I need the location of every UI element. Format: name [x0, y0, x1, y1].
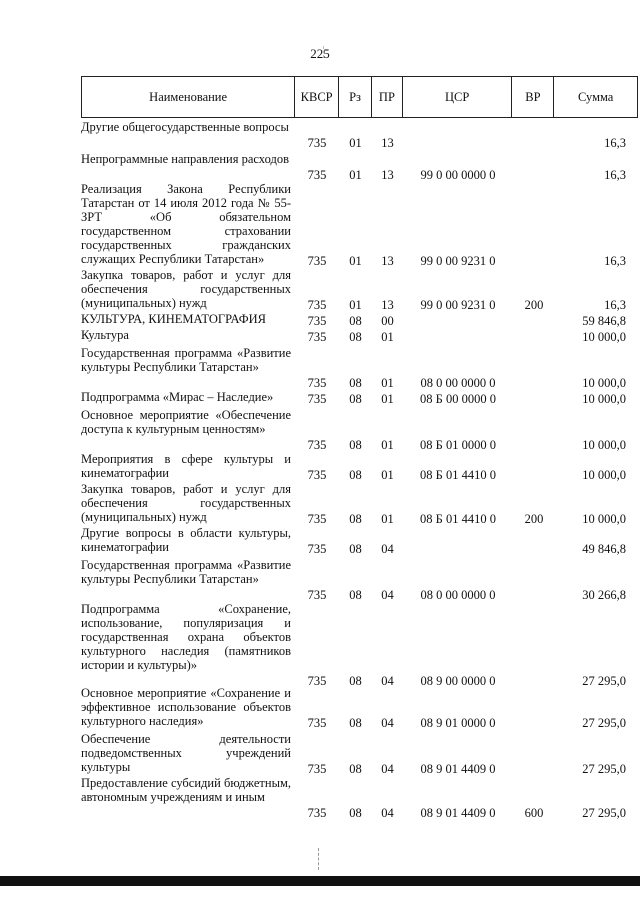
row-kvsr: 735 — [307, 542, 327, 556]
row-name: Закупка товаров, работ и услуг для обеспечения государственных (муниципальных) нужд — [81, 482, 291, 524]
row-name: Государственная программа «Развитие культуры Республики Татарстан» — [81, 558, 291, 586]
row-kvsr: 735 — [307, 392, 327, 406]
row-sum: 27 295,0 — [582, 762, 626, 776]
row-pr: 04 — [381, 674, 394, 688]
row-pr: 04 — [381, 716, 394, 730]
table-row — [81, 732, 638, 776]
row-name: КУЛЬТУРА, КИНЕМАТОГРАФИЯ — [81, 312, 266, 326]
row-kvsr: 735 — [307, 254, 327, 268]
row-name: Другие общегосударственные вопросы — [81, 120, 289, 134]
row-csr: 08 9 01 4409 0 — [420, 762, 496, 776]
row-sum: 49 846,8 — [582, 542, 626, 556]
row-rz: 01 — [349, 136, 362, 150]
page-number: 225 — [310, 46, 330, 61]
row-pr: 00 — [381, 314, 394, 328]
row-name: Основное мероприятие «Обеспечение доступа к культурным ценностям» — [81, 408, 291, 436]
scan-artifact — [318, 848, 320, 870]
row-vr — [513, 526, 555, 556]
col-header-sum: Сумма — [577, 89, 614, 104]
table-row — [81, 408, 638, 452]
row-name: Другие вопросы в области культуры, кинематографии — [81, 526, 291, 554]
row-csr: 08 Б 01 4410 0 — [420, 512, 496, 526]
row-name: Мероприятия в сфере культуры и кинематографии — [81, 452, 291, 480]
row-pr: 04 — [381, 806, 394, 820]
row-name: Подпрограмма «Мирас – Наследие» — [81, 390, 274, 404]
row-csr — [403, 328, 513, 344]
row-pr: 04 — [381, 542, 394, 556]
row-vr — [513, 312, 555, 328]
row-csr — [403, 312, 513, 328]
table-row — [81, 346, 638, 390]
row-kvsr: 735 — [307, 512, 327, 526]
col-header-name: Наименование — [82, 77, 295, 117]
row-sum: 16,3 — [604, 168, 626, 182]
row-pr: 01 — [381, 330, 394, 344]
row-vr: 200 — [524, 512, 544, 526]
col-header-rz: Рз — [339, 77, 372, 117]
row-vr: 200 — [524, 298, 544, 312]
row-vr — [513, 452, 555, 482]
table-header — [81, 76, 638, 118]
row-vr — [513, 408, 555, 452]
row-kvsr: 735 — [307, 298, 327, 312]
row-kvsr: 735 — [307, 716, 327, 730]
row-pr: 13 — [381, 298, 394, 312]
row-sum: 27 295,0 — [582, 806, 626, 820]
row-name: Предоставление субсидий бюджетным, автономным учреждениям и иным — [81, 776, 291, 804]
table-row — [81, 482, 638, 526]
table-row — [81, 602, 638, 688]
row-name: Подпрограмма «Сохранение, использование, популяризация и государственная охрана объектов культурного наследия (памятников истории и культуры)» — [81, 602, 291, 672]
row-rz: 08 — [349, 392, 362, 406]
row-pr: 01 — [381, 512, 394, 526]
table-row — [81, 182, 638, 268]
row-csr: 99 0 00 0000 0 — [420, 168, 496, 182]
row-name: Основное мероприятие «Сохранение и эффективное использование объектов культурного наследия» — [81, 686, 291, 728]
row-kvsr: 735 — [307, 674, 327, 688]
row-name: Государственная программа «Развитие культуры Республики Татарстан» — [81, 346, 291, 374]
row-vr — [513, 602, 555, 688]
row-vr — [513, 328, 555, 344]
row-name: Непрограммные направления расходов — [81, 152, 289, 166]
row-vr: 600 — [524, 806, 544, 820]
table-row — [81, 152, 638, 182]
row-rz: 08 — [349, 762, 362, 776]
row-rz: 08 — [349, 588, 362, 602]
table-row — [81, 390, 638, 406]
row-vr — [513, 686, 555, 730]
row-vr — [513, 152, 555, 182]
row-vr — [513, 558, 555, 602]
row-csr: 08 9 01 0000 0 — [420, 716, 496, 730]
row-vr — [513, 346, 555, 390]
row-rz: 08 — [349, 542, 362, 556]
col-header-pr: ПР — [372, 77, 403, 117]
row-sum: 59 846,8 — [582, 314, 626, 328]
row-name: Культура — [81, 328, 129, 342]
table-row — [81, 328, 638, 344]
table-row — [81, 268, 638, 312]
table-row — [81, 558, 638, 602]
row-vr — [513, 390, 555, 406]
row-csr: 08 Б 01 4410 0 — [420, 468, 496, 482]
table-row — [81, 312, 638, 328]
row-vr — [513, 182, 555, 268]
row-csr — [403, 120, 513, 150]
row-pr: 13 — [381, 254, 394, 268]
row-csr — [403, 526, 513, 556]
table-row — [81, 526, 638, 556]
row-pr: 04 — [381, 588, 394, 602]
table-row — [81, 452, 638, 482]
row-kvsr: 735 — [307, 330, 327, 344]
row-sum: 16,3 — [604, 298, 626, 312]
row-sum: 10 000,0 — [582, 438, 626, 452]
row-sum: 10 000,0 — [582, 512, 626, 526]
row-name: Реализация Закона Республики Татарстан от 14 июля 2012 года № 55-ЗРТ «Об обязательном государственном страховании государственных гражданских служащих Республики Татарстан» — [81, 182, 291, 266]
row-sum: 10 000,0 — [582, 376, 626, 390]
row-sum: 27 295,0 — [582, 674, 626, 688]
row-name: Закупка товаров, работ и услуг для обеспечения государственных (муниципальных) нужд — [81, 268, 291, 310]
table-row — [81, 776, 638, 820]
row-pr: 01 — [381, 392, 394, 406]
row-pr: 01 — [381, 468, 394, 482]
scan-artifact — [323, 46, 325, 58]
row-sum: 10 000,0 — [582, 330, 626, 344]
row-kvsr: 735 — [307, 468, 327, 482]
row-vr — [513, 120, 555, 150]
row-pr: 13 — [381, 136, 394, 150]
row-rz: 08 — [349, 806, 362, 820]
row-csr: 99 0 00 9231 0 — [420, 254, 496, 268]
col-header-vr: ВР — [512, 77, 554, 117]
row-rz: 01 — [349, 298, 362, 312]
row-vr — [513, 732, 555, 776]
table-row — [81, 686, 638, 730]
row-rz: 01 — [349, 254, 362, 268]
row-csr: 08 0 00 0000 0 — [420, 588, 496, 602]
row-pr: 01 — [381, 376, 394, 390]
row-rz: 08 — [349, 468, 362, 482]
col-header-csr: ЦСР — [403, 77, 513, 117]
row-csr: 08 9 00 0000 0 — [420, 674, 496, 688]
row-sum: 16,3 — [604, 254, 626, 268]
row-name: Обеспечение деятельности подведомственных учреждений культуры — [81, 732, 291, 774]
row-csr: 99 0 00 9231 0 — [420, 298, 496, 312]
row-sum: 10 000,0 — [582, 392, 626, 406]
row-sum: 10 000,0 — [582, 468, 626, 482]
row-kvsr: 735 — [307, 762, 327, 776]
row-kvsr: 735 — [307, 314, 327, 328]
row-rz: 08 — [349, 330, 362, 344]
page-bottom-border — [0, 876, 640, 886]
row-rz: 08 — [349, 512, 362, 526]
table-row — [81, 120, 638, 150]
row-csr: 08 Б 00 0000 0 — [420, 392, 496, 406]
row-kvsr: 735 — [307, 438, 327, 452]
row-sum: 27 295,0 — [582, 716, 626, 730]
row-kvsr: 735 — [307, 588, 327, 602]
row-csr: 08 0 00 0000 0 — [420, 376, 496, 390]
row-pr: 04 — [381, 762, 394, 776]
row-rz: 01 — [349, 168, 362, 182]
row-csr: 08 Б 01 0000 0 — [420, 438, 496, 452]
row-pr: 13 — [381, 168, 394, 182]
row-rz: 08 — [349, 376, 362, 390]
row-rz: 08 — [349, 438, 362, 452]
row-rz: 08 — [349, 314, 362, 328]
row-kvsr: 735 — [307, 376, 327, 390]
row-rz: 08 — [349, 674, 362, 688]
row-pr: 01 — [381, 438, 394, 452]
row-kvsr: 735 — [307, 136, 327, 150]
col-header-kvsr: КВСР — [295, 77, 339, 117]
row-csr: 08 9 01 4409 0 — [420, 806, 496, 820]
row-sum: 16,3 — [604, 136, 626, 150]
row-rz: 08 — [349, 716, 362, 730]
row-kvsr: 735 — [307, 168, 327, 182]
row-kvsr: 735 — [307, 806, 327, 820]
row-sum: 30 266,8 — [582, 588, 626, 602]
